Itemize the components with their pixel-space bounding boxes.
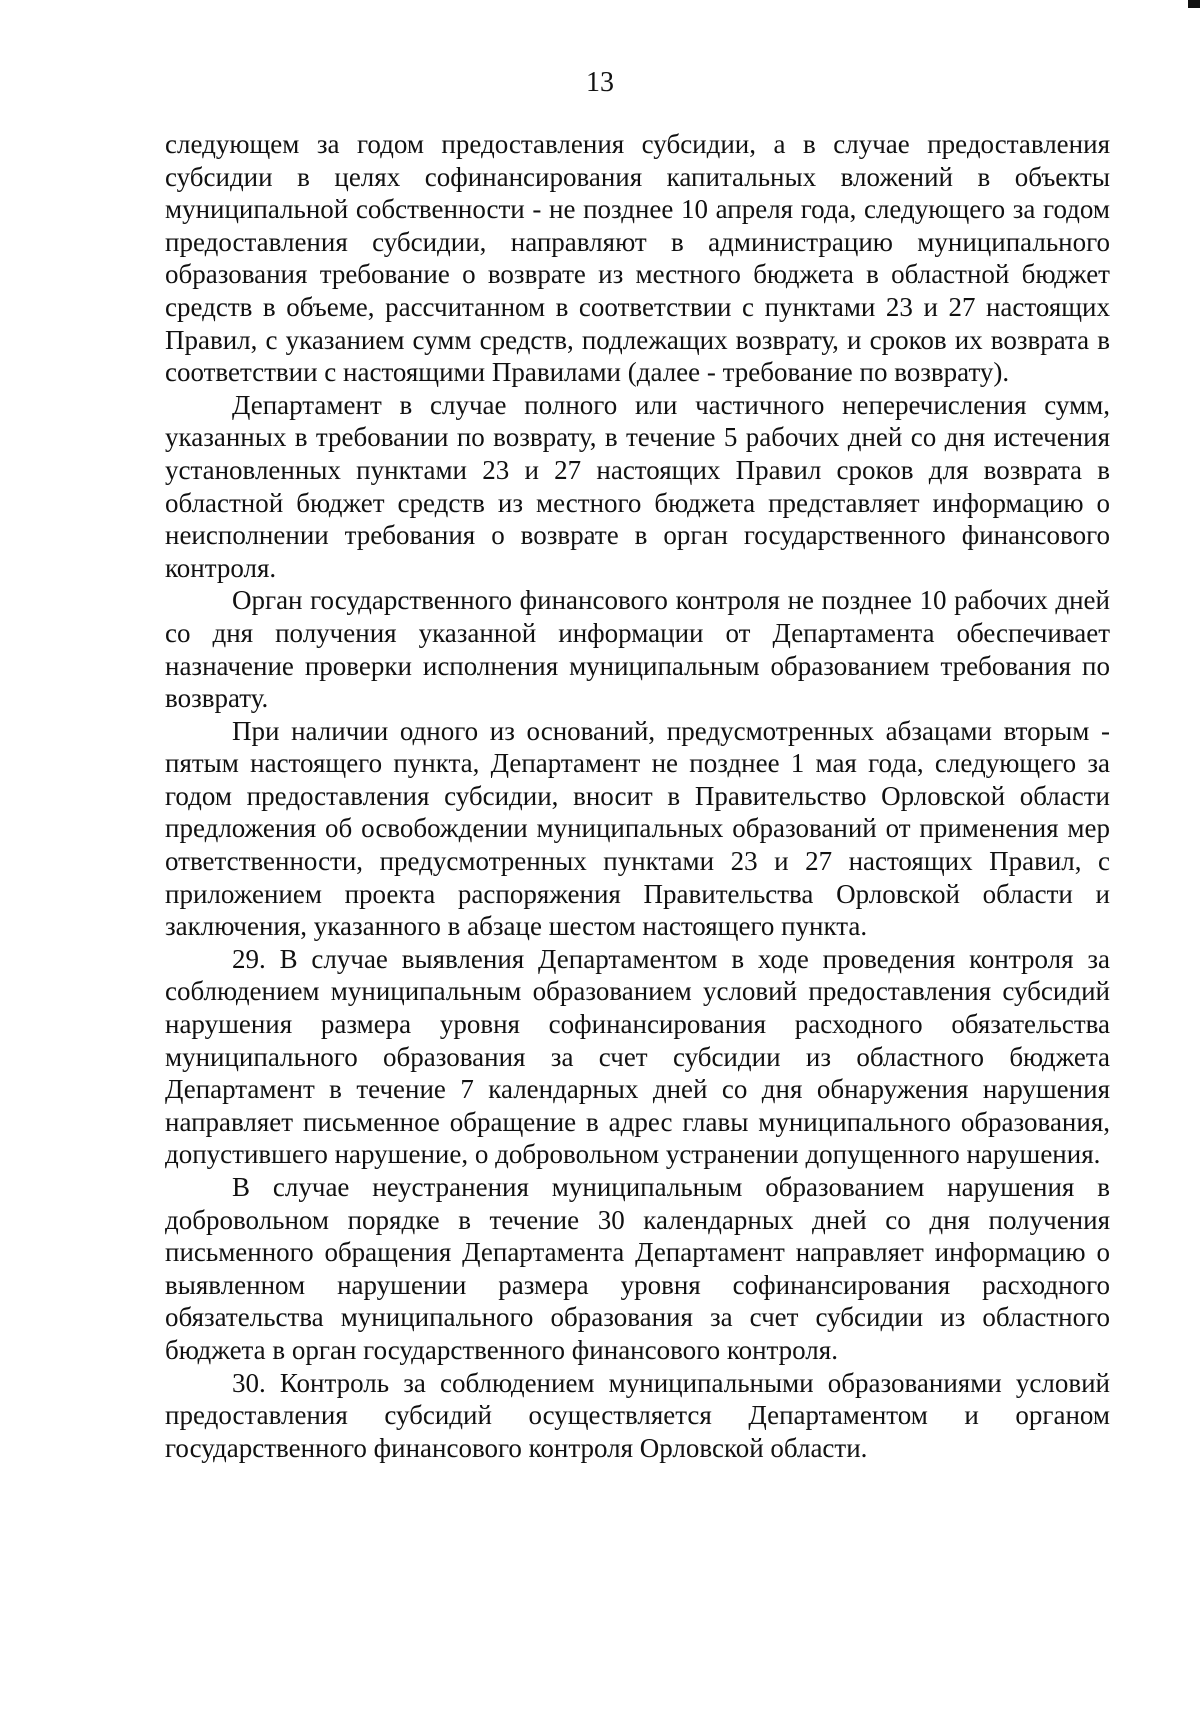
paragraph-non-remediation: В случае неустранения муниципальным образованием нарушения в добровольном порядке в течение 30 календарных дней со дня получения письменного обращения Департамента Департамент направляет информацию о выявленном нарушении размера уровня софинансирования расходного обязательства муниципального образования за счет субсидии из областного бюджета в орган государственного финансового контроля. bbox=[165, 1172, 1110, 1365]
paragraph-financial-control: Орган государственного финансового контроля не позднее 10 рабочих дней со дня получения указанной информации от Департамента обеспечивает назначение проверки исполнения муниципальным образованием требования по возврату. bbox=[165, 585, 1110, 714]
paragraph-clause-30: 30. Контроль за соблюдением муниципальными образованиями условий предоставления субсидий осуществляется Департаментом и органом государственного финансового контроля Орловской области. bbox=[165, 1367, 1110, 1463]
paragraph-department-notice: Департамент в случае полного или частичного неперечисления сумм, указанных в требовании по возврату, в течение 5 рабочих дней со дня истечения установленных пунктами 23 и 27 настоящих Правил сроков для возврата в областной бюджет средств из местного бюджета представляет информацию о неисполнении требования о возврате в орган государственного финансового контроля. bbox=[165, 389, 1110, 583]
paragraph-clause-29: 29. В случае выявления Департаментом в ходе проведения контроля за соблюдением муниципальным образованием условий предоставления субсидий нарушения размера уровня софинансирования расходного обязательства муниципального образования за счет субсидии из областного бюджета Департамент в течение 7 календарных дней со дня обнаружения нарушения направляет письменное обращение в адрес главы муниципального образования, допустившего нарушение, о добровольном устранении допущенного нарушения. bbox=[165, 943, 1110, 1170]
scan-corner-mark bbox=[1188, 0, 1200, 8]
page-number: 13 bbox=[586, 67, 614, 98]
document-body bbox=[165, 128, 1110, 1464]
paragraph-continuation: следующем за годом предоставления субсидии, а в случае предоставления субсидии в целях софинансирования капитальных вложений в объекты муниципальной собственности - не позднее 10 апреля года, следующего за годом предоставления субсидии, направляют в администрацию муниципального образования требование о возврате из местного бюджета в областной бюджет средств в объеме, рассчитанном в соответствии с пунктами 23 и 27 настоящих Правил, с указанием сумм средств, подлежащих возврату, и сроков их возврата в соответствии с настоящими Правилами (далее - требование по возврату). bbox=[165, 129, 1110, 388]
paragraph-exemption-proposals: При наличии одного из оснований, предусмотренных абзацами вторым - пятым настоящего пункта, Департамент не позднее 1 мая года, следующего за годом предоставления субсидии, вносит в Правительство Орловской области предложения об освобождении муниципальных образований от применения мер ответственности, предусмотренных пунктами 23 и 27 настоящих Правил, с приложением проекта распоряжения Правительства Орловской области и заключения, указанного в абзаце шестом настоящего пункта. bbox=[165, 715, 1110, 942]
